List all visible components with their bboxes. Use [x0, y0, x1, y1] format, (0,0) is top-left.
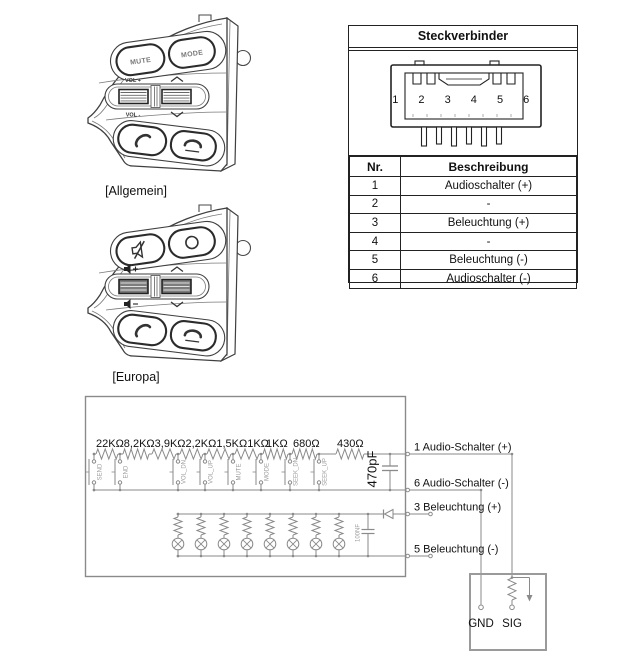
connector-panel-title: Steckverbinder: [349, 26, 577, 48]
switch-label: VOL_DN: [181, 459, 188, 485]
wheel-allgemein-caption: [Allgemein]: [105, 184, 167, 198]
pin-nr: 3: [350, 214, 401, 233]
pin-desc: -: [401, 195, 577, 214]
switch-label: MODE: [264, 463, 271, 481]
table-row: [350, 195, 577, 214]
connector-drawing: [349, 51, 576, 155]
pin-nr: 2: [350, 195, 401, 214]
arrow-down-icon: [527, 595, 533, 602]
table-row: [350, 251, 577, 270]
resistor-labels: 22KΩ8,2KΩ3,9KΩ2,2KΩ1,5KΩ1KΩ: [96, 438, 269, 450]
resistor-label: 1KΩ: [266, 438, 288, 450]
seek-rocker-right: [162, 90, 191, 104]
wheel-allgemein-drawing: [72, 12, 282, 176]
pin-label: 1 Audio-Schalter (+): [414, 441, 512, 454]
pin-desc: Beleuchtung (+): [401, 214, 577, 233]
table-row: [350, 232, 577, 251]
vol-plus-label: VOL +: [125, 78, 141, 84]
wheel-europa-drawing: [72, 202, 282, 366]
pin-nr: 4: [350, 232, 401, 251]
diode: [385, 510, 394, 519]
pin-desc: Audioschalter (-): [401, 269, 577, 288]
circuit-diagram: [0, 392, 623, 670]
resistor-label: 680Ω: [293, 438, 320, 450]
pin-nr: 1: [350, 177, 401, 196]
connector-drawing-cell: [349, 51, 577, 156]
pin-desc: -: [401, 232, 577, 251]
switch-label: END: [123, 465, 130, 479]
pinout-table: [349, 156, 577, 289]
pin-label: 6 Audio-Schalter (-): [414, 477, 509, 490]
pin-label: 3 Beleuchtung (+): [414, 501, 502, 514]
pin-nr: 6: [350, 269, 401, 288]
pinout-header-row: [350, 157, 577, 177]
phone-end-button: [169, 320, 217, 352]
vol-minus-label: VOL -: [125, 112, 141, 119]
gnd-label: GND: [468, 618, 494, 630]
mode-label: MODE: [180, 49, 204, 60]
vol-rocker-left: [119, 90, 148, 104]
pin-desc: Audioschalter (+): [401, 177, 577, 196]
pin-nr: 5: [350, 251, 401, 270]
switch-label: VOL_UP: [208, 460, 215, 484]
phone-end-button: [169, 130, 217, 162]
mute-label: MUTE: [129, 56, 152, 67]
sig-label: SIG: [502, 618, 522, 630]
table-row: [350, 269, 577, 288]
table-row: [350, 214, 577, 233]
col-header-nr: Nr.: [350, 157, 401, 177]
resistor-label: 430Ω: [337, 438, 364, 450]
connector-panel: [348, 25, 578, 283]
table-row: [350, 177, 577, 196]
wheel-europa-caption: [Europa]: [112, 370, 160, 384]
col-header-beschreibung: Beschreibung: [401, 157, 577, 177]
pin-label: 5 Beleuchtung (-): [414, 543, 499, 556]
connector-pin-numbers: 1 2 3 4 5 6: [392, 94, 538, 106]
audio-capacitor-label: 470pF: [364, 450, 380, 488]
switch-label: SEND: [97, 463, 104, 481]
switch-label: MUTE: [236, 463, 243, 481]
pin-desc: Beleuchtung (-): [401, 251, 577, 270]
switch-label: SEEK_UP: [322, 458, 329, 486]
led-capacitor-label: 100NF: [355, 523, 362, 543]
switch-label: SEEK_DN: [293, 457, 300, 487]
